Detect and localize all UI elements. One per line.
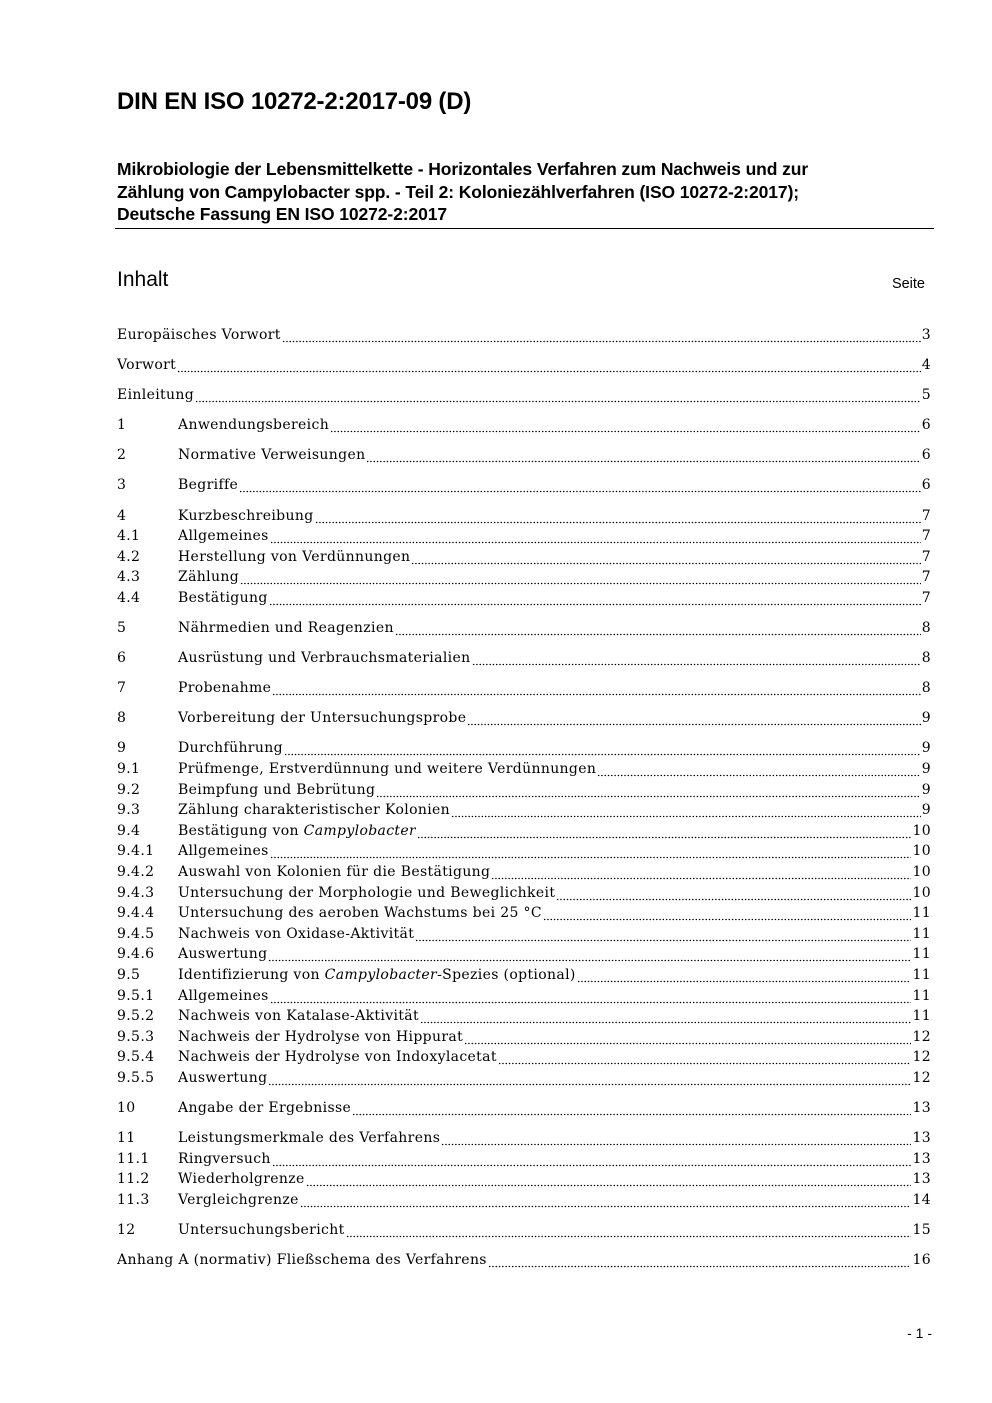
toc-dot-leader — [346, 1220, 912, 1241]
toc-entry[interactable] — [117, 1220, 931, 1241]
toc-entry-page: 8 — [921, 650, 931, 667]
toc-entry-number: 9.3 — [117, 802, 141, 819]
toc-dot-leader — [352, 1098, 911, 1119]
toc-dot-leader — [597, 759, 920, 780]
subtitle-line: Mikrobiologie der Lebensmittelkette - Horizontales Verfahren zum Nachweis und zur — [117, 159, 809, 179]
toc-entry-title — [178, 678, 271, 699]
toc-entry[interactable] — [117, 415, 931, 436]
toc-entry-page: 7 — [921, 589, 931, 606]
toc-entry-title-text: Anwendungsbereich — [178, 417, 330, 434]
toc-entry-title — [178, 1098, 351, 1119]
toc-entry-page: 12 — [912, 1069, 931, 1086]
toc-entry[interactable] — [117, 800, 931, 821]
toc-entry-number: 9.1 — [117, 761, 141, 777]
toc-dot-leader — [270, 841, 912, 862]
document-title: DIN EN ISO 10272-2:2017-09 (D) — [117, 88, 472, 115]
toc-entry-page: 6 — [921, 477, 931, 494]
toc-entry-title-text: Vorbereitung der Untersuchungsprobe — [178, 710, 467, 727]
toc-entry-number: 9.5.4 — [117, 1049, 155, 1066]
toc-entry[interactable] — [117, 1027, 931, 1048]
toc-entry-number: 9.5.5 — [117, 1069, 155, 1086]
toc-dot-leader — [269, 588, 921, 609]
toc-entry-title — [178, 780, 375, 801]
toc-dot-leader — [240, 567, 921, 588]
toc-dot-leader — [239, 475, 921, 496]
toc-entry-title — [178, 1047, 497, 1068]
toc-entry-page: 10 — [912, 822, 931, 839]
toc-dot-leader — [306, 1169, 912, 1190]
toc-entry-page: 6 — [921, 447, 931, 464]
toc-entry-page: 6 — [921, 417, 931, 434]
toc-entry-number: 8 — [117, 710, 127, 727]
toc-entry-title — [178, 759, 596, 780]
toc-dot-leader — [491, 862, 911, 883]
toc-entry[interactable] — [117, 903, 931, 924]
toc-entry[interactable] — [117, 385, 931, 406]
table-of-contents — [117, 325, 931, 1271]
toc-entry-title — [178, 986, 269, 1007]
toc-entry-number: 9.2 — [117, 781, 141, 798]
toc-entry-title-text: Ringversuch — [178, 1150, 271, 1167]
toc-entry-page: 12 — [912, 1049, 931, 1066]
toc-dot-leader — [330, 415, 921, 436]
toc-dot-leader — [467, 708, 920, 729]
toc-entry-page: 9 — [921, 761, 931, 777]
toc-entry-number: 9.4.3 — [117, 884, 155, 901]
toc-entry-number: 9.4.6 — [117, 946, 155, 963]
toc-heading: Inhalt — [117, 268, 169, 291]
toc-entry-title-italic: Campylobacter — [324, 966, 438, 983]
toc-entry[interactable] — [117, 445, 931, 466]
toc-entry-title-text: Auswertung — [178, 946, 268, 963]
toc-entry-title — [178, 924, 414, 945]
toc-entry-title-text: Untersuchung der Morphologie und Beweglichkeit — [178, 884, 556, 901]
toc-entry-title — [178, 475, 238, 496]
toc-entry-number: 9.4.2 — [117, 863, 155, 880]
toc-entry-title — [117, 1250, 487, 1271]
toc-entry-title-text: Allgemeines — [178, 987, 269, 1004]
toc-entry-title-text: Untersuchung des aeroben Wachstums bei 25 °C — [178, 905, 542, 922]
toc-dot-leader — [366, 445, 920, 466]
toc-entry[interactable] — [117, 1149, 931, 1170]
toc-entry-page: 9 — [921, 710, 931, 727]
toc-entry-number: 9.5.2 — [117, 1008, 155, 1025]
toc-entry[interactable] — [117, 588, 931, 609]
toc-entry-page: 5 — [921, 387, 931, 404]
toc-entry[interactable] — [117, 1190, 931, 1211]
toc-dot-leader — [498, 1047, 912, 1068]
toc-entry[interactable] — [117, 678, 931, 699]
toc-entry-number: 9.4.5 — [117, 925, 155, 942]
toc-entry[interactable] — [117, 780, 931, 801]
toc-entry-title — [117, 325, 281, 346]
toc-entry-number: 9.4 — [117, 822, 141, 839]
toc-dot-leader — [451, 800, 921, 821]
toc-entry-title-text: Nachweis von Oxidase-Aktivität — [178, 925, 415, 942]
toc-entry-number: 2 — [117, 447, 127, 464]
toc-dot-leader — [464, 1027, 911, 1048]
toc-entry-number: 4.2 — [117, 548, 141, 565]
toc-entry[interactable] — [117, 355, 931, 376]
toc-entry-title-text: Allgemeines — [178, 528, 269, 545]
toc-entry-title-text: Nachweis der Hydrolyse von Indoxylacetat — [178, 1049, 497, 1066]
toc-entry-title-text: Anhang A (normativ) Fließschema des Verfahrens — [117, 1252, 487, 1269]
toc-entry-title — [178, 1149, 271, 1170]
toc-dot-leader — [300, 1190, 912, 1211]
toc-entry-title — [178, 841, 269, 862]
toc-entry-title-text: Angabe der Ergebnisse — [178, 1100, 352, 1116]
toc-entry-title-text: Untersuchungsbericht — [178, 1221, 345, 1238]
toc-entry-number: 1 — [117, 417, 127, 434]
toc-dot-leader — [488, 1250, 912, 1271]
toc-entry[interactable] — [117, 944, 931, 965]
toc-entry-title — [178, 821, 416, 842]
toc-dot-leader — [315, 506, 921, 527]
toc-dot-leader — [272, 678, 921, 699]
toc-entry-number: 11.1 — [117, 1150, 150, 1167]
subtitle-line: Zählung von Campylobacter spp. - Teil 2: Koloniezählverfahren (ISO 10272-2:2017); — [117, 181, 800, 202]
toc-entry-title — [178, 445, 365, 466]
toc-entry[interactable] — [117, 618, 931, 639]
toc-entry[interactable] — [117, 1250, 931, 1271]
toc-entry-title — [178, 903, 542, 924]
toc-dot-leader — [411, 547, 920, 568]
toc-entry-page: 13 — [912, 1171, 931, 1188]
toc-entry-title — [178, 738, 283, 759]
toc-entry-title — [178, 588, 268, 609]
toc-entry-title — [178, 708, 466, 729]
toc-entry-title-text: Normative Verweisungen — [178, 447, 366, 464]
toc-entry-page: 14 — [912, 1191, 931, 1208]
toc-entry-title-text: Prüfmenge, Erstverdünnung und weitere Verdünnungen — [178, 761, 597, 777]
toc-entry[interactable] — [117, 862, 931, 883]
toc-dot-leader — [282, 325, 921, 346]
toc-entry[interactable] — [117, 547, 931, 568]
toc-entry-title-text: Zählung charakteristischer Kolonien — [178, 802, 451, 819]
toc-entry-page: 7 — [921, 569, 931, 586]
toc-entry-title-text: Nährmedien und Reagenzien — [178, 620, 394, 637]
toc-entry-number: 9 — [117, 740, 127, 757]
toc-entry-page: 8 — [921, 680, 931, 697]
toc-entry-title-text: Begriffe — [178, 477, 239, 494]
toc-entry-page: 11 — [912, 966, 931, 983]
toc-dot-leader — [195, 385, 921, 406]
toc-entry[interactable] — [117, 708, 931, 729]
toc-entry-page: 3 — [921, 327, 931, 343]
toc-entry-title — [178, 1169, 305, 1190]
toc-entry-title-text: Einleitung — [117, 387, 195, 404]
document-subtitle — [117, 158, 933, 226]
toc-entry[interactable] — [117, 841, 931, 862]
page-number: - 1 - — [907, 1325, 932, 1341]
toc-entry-title — [178, 526, 269, 547]
toc-entry-page: 9 — [921, 781, 931, 798]
toc-entry-page: 10 — [912, 884, 931, 901]
toc-entry-number: 12 — [117, 1221, 136, 1238]
toc-entry-title-text: Nachweis von Katalase-Aktivität — [178, 1008, 419, 1025]
toc-entry-page: 11 — [912, 1008, 931, 1025]
toc-entry-title — [178, 965, 576, 986]
toc-entry-title — [178, 1190, 299, 1211]
toc-entry-title — [178, 1068, 267, 1089]
toc-entry-number: 11.3 — [117, 1191, 150, 1208]
toc-entry-title-text: Zählung — [178, 569, 240, 586]
toc-dot-leader — [272, 1149, 912, 1170]
toc-dot-leader — [556, 883, 911, 904]
toc-entry-title-text: Herstellung von Verdünnungen — [178, 548, 411, 565]
toc-dot-leader — [420, 1006, 912, 1027]
toc-entry-title-text: Bestätigung — [178, 589, 268, 606]
toc-entry[interactable] — [117, 1006, 931, 1027]
toc-entry-number: 11 — [117, 1130, 136, 1147]
toc-entry[interactable] — [117, 1047, 931, 1068]
toc-entry[interactable] — [117, 759, 931, 780]
toc-page-column-label: Seite — [891, 276, 925, 292]
toc-entry-number: 9.5.1 — [117, 987, 155, 1004]
toc-entry-title-text: Ausrüstung und Verbrauchsmaterialien — [178, 650, 471, 667]
toc-entry[interactable] — [117, 567, 931, 588]
toc-entry-page: 7 — [921, 507, 931, 524]
toc-entry-page: 15 — [912, 1221, 931, 1238]
toc-entry[interactable] — [117, 1128, 931, 1149]
toc-entry-title — [178, 1027, 463, 1048]
toc-entry-page: 7 — [921, 548, 931, 565]
toc-entry-number: 11.2 — [117, 1171, 150, 1188]
toc-entry-number: 9.5.3 — [117, 1028, 155, 1045]
toc-entry-page: 16 — [912, 1252, 931, 1269]
toc-entry-title — [178, 567, 239, 588]
toc-dot-leader — [268, 944, 911, 965]
toc-dot-leader — [577, 965, 912, 986]
toc-entry[interactable] — [117, 1169, 931, 1190]
toc-entry-page: 10 — [912, 863, 931, 880]
toc-dot-leader — [268, 1068, 911, 1089]
toc-dot-leader — [177, 355, 921, 376]
toc-dot-leader — [417, 821, 911, 842]
toc-entry-page: 13 — [912, 1150, 931, 1167]
toc-dot-leader — [270, 986, 912, 1007]
toc-entry-title — [178, 415, 329, 436]
toc-dot-leader — [543, 903, 912, 924]
toc-entry-title-text: Vorwort — [117, 357, 177, 374]
toc-entry-page: 11 — [912, 905, 931, 922]
toc-entry-page: 9 — [921, 802, 931, 819]
toc-entry[interactable] — [117, 924, 931, 945]
toc-dot-leader — [415, 924, 911, 945]
toc-dot-leader — [376, 780, 920, 801]
toc-entry[interactable] — [117, 1068, 931, 1089]
toc-entry[interactable] — [117, 965, 931, 986]
toc-entry[interactable] — [117, 506, 931, 527]
toc-entry[interactable] — [117, 648, 931, 669]
toc-entry[interactable] — [117, 475, 931, 496]
toc-entry-title-text: Kurzbeschreibung — [178, 507, 314, 524]
toc-entry-page: 11 — [912, 987, 931, 1004]
toc-entry-number: 7 — [117, 680, 127, 697]
toc-entry-title — [178, 648, 471, 669]
toc-entry-title-text: Auswertung — [178, 1069, 268, 1086]
toc-entry-title-text: -Spezies (optional) — [437, 966, 576, 983]
toc-entry-title — [178, 1220, 345, 1241]
toc-entry-page: 13 — [912, 1100, 931, 1116]
toc-entry-page: 9 — [921, 740, 931, 757]
toc-entry-number: 4.3 — [117, 569, 141, 586]
toc-entry-page: 13 — [912, 1130, 931, 1147]
toc-entry-title — [178, 862, 490, 883]
toc-entry[interactable] — [117, 986, 931, 1007]
toc-entry-number: 4.1 — [117, 528, 141, 545]
toc-dot-leader — [472, 648, 921, 669]
toc-entry-number: 5 — [117, 620, 127, 637]
toc-entry-page: 10 — [912, 843, 931, 860]
title-divider — [115, 228, 934, 229]
toc-entry-title — [178, 800, 450, 821]
toc-entry-title-text: Durchführung — [178, 740, 283, 757]
toc-entry-number: 3 — [117, 477, 127, 494]
toc-entry-number: 10 — [117, 1100, 136, 1116]
toc-dot-leader — [395, 618, 921, 639]
toc-entry-title-text: Auswahl von Kolonien für die Bestätigung — [178, 863, 491, 880]
toc-entry-title-text: Wiederholgrenze — [178, 1171, 305, 1188]
toc-entry-title — [178, 618, 394, 639]
subtitle-line: Deutsche Fassung EN ISO 10272-2:2017 — [117, 204, 448, 224]
toc-entry-number: 9.4.4 — [117, 905, 155, 922]
toc-entry[interactable] — [117, 821, 931, 842]
toc-entry[interactable] — [117, 325, 931, 346]
toc-entry-number: 4.4 — [117, 589, 141, 606]
toc-entry-number: 6 — [117, 650, 127, 667]
toc-entry-title-text: Europäisches Vorwort — [117, 327, 281, 343]
toc-dot-leader — [441, 1128, 911, 1149]
toc-entry[interactable] — [117, 883, 931, 904]
toc-entry-title-text: Allgemeines — [178, 843, 269, 860]
toc-entry[interactable] — [117, 738, 931, 759]
toc-entry-page: 11 — [912, 946, 931, 963]
toc-entry-title — [178, 1006, 419, 1027]
toc-entry-title-text: Probenahme — [178, 680, 272, 697]
toc-entry-number: 9.4.1 — [117, 843, 155, 860]
toc-entry-page: 8 — [921, 620, 931, 637]
toc-entry-page: 7 — [921, 528, 931, 545]
toc-entry[interactable] — [117, 526, 931, 547]
toc-entry-page: 11 — [912, 925, 931, 942]
toc-entry-title-text: Nachweis der Hydrolyse von Hippurat — [178, 1028, 464, 1045]
toc-dot-leader — [270, 526, 921, 547]
toc-entry-title-text: Vergleichgrenze — [178, 1191, 299, 1208]
toc-entry-page: 12 — [912, 1028, 931, 1045]
toc-entry-title — [178, 883, 555, 904]
toc-entry-title — [117, 355, 176, 376]
toc-dot-leader — [284, 738, 921, 759]
toc-entry-number: 9.5 — [117, 966, 141, 983]
toc-entry-title — [117, 385, 194, 406]
toc-entry-title-italic: Campylobacter — [303, 822, 417, 839]
toc-entry-title-text: Identifizierung von — [178, 966, 325, 983]
toc-entry-title-text: Leistungsmerkmale des Verfahrens — [178, 1130, 441, 1147]
toc-entry-title — [178, 547, 410, 568]
toc-entry[interactable] — [117, 1098, 931, 1119]
toc-entry-title — [178, 1128, 440, 1149]
toc-entry-number: 4 — [117, 507, 127, 524]
toc-entry-title — [178, 944, 267, 965]
toc-entry-page: 4 — [921, 357, 931, 374]
toc-entry-title — [178, 506, 314, 527]
toc-entry-title-text: Bestätigung von — [178, 822, 304, 839]
toc-entry-title-text: Beimpfung und Bebrütung — [178, 781, 376, 798]
